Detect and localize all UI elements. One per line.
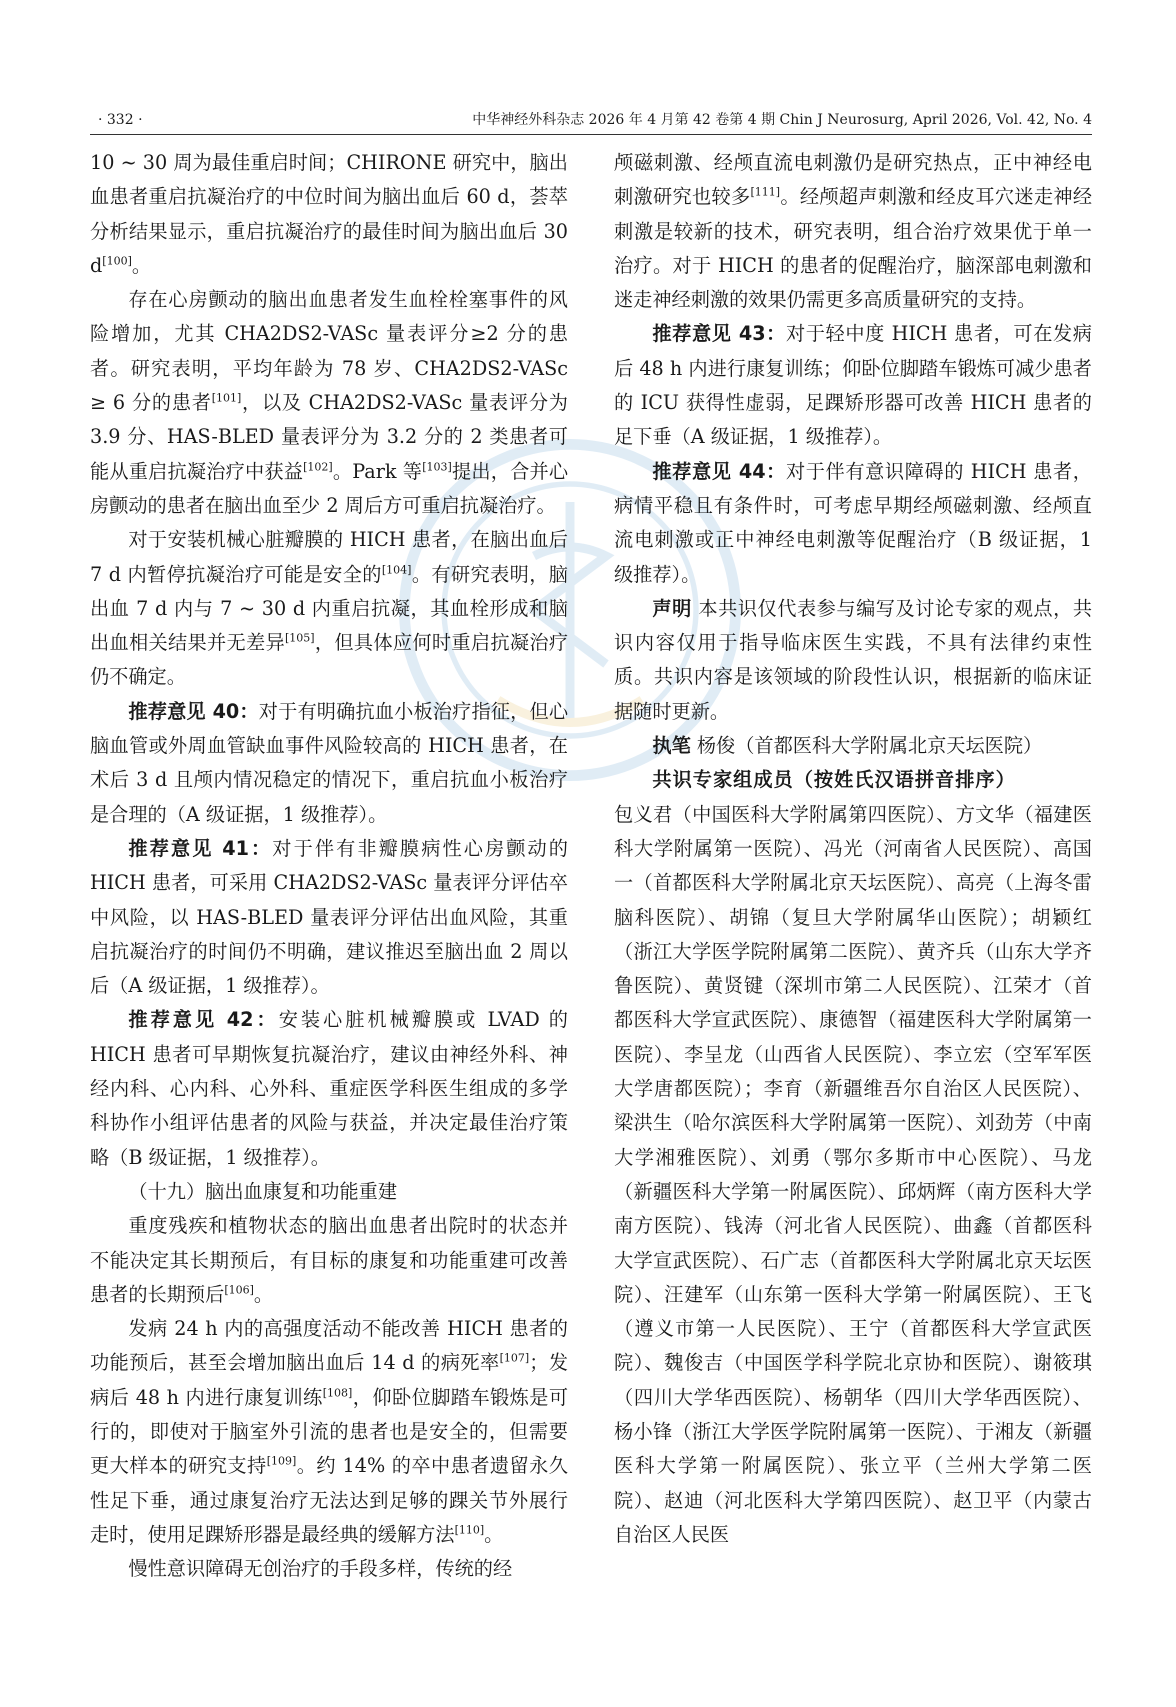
statement: 声明 本共识仅代表参与编写及讨论专家的观点，共识内容仅用于指导临床医生实践，不具有法律约束性质。共识内容是该领域的阶段性认识，根据新的临床证据随时更新。 (614, 596, 1093, 723)
paragraph: 重度残疾和植物状态的脑出血患者出院时的状态并不能决定其长期预后，有目标的康复和功能重建可改善患者的长期预后[106]。 (90, 1214, 568, 1306)
recommendation-43: 推荐意见 43：对于轻中度 HICH 患者，可在发病后 48 h 内进行康复训练；仰卧位脚踏车锻炼可减少患者的 ICU 获得性虚弱，足踝矫形器可改善 HICH 患者的足下垂（A 级证据，1 级推荐）。 (614, 322, 1092, 449)
recommendation-40: 推荐意见 40：对于有明确抗血小板治疗指征，但心脑血管或外周血管缺血事件风险较高的 HICH 患者，在术后 3 d 且颅内情况稳定的情况下，重启抗血小板治疗是合理的（A 级证据，1 级推荐）。 (90, 699, 569, 826)
page-number: · 332 · (98, 112, 143, 128)
paragraph: 10 ~ 30 周为最佳重启时间；CHIRONE 研究中，脑出血患者重启抗凝治疗的中位时间为脑出血后 60 d，荟萃分析结果显示，重启抗凝治疗的最佳时间为脑出血后 30 d[100]。 (90, 151, 568, 277)
recommendation-44: 推荐意见 44：对于伴有意识障碍的 HICH 患者，病情平稳且有条件时，可考虑早期经颅磁刺激、经颅直流电刺激或正中神经电刺激等促醒治疗（B 级证据，1 级推荐）。 (614, 459, 1092, 586)
header-rule (90, 134, 1092, 135)
author-note: 执笔 杨俊（首都医科大学附属北京天坛医院） (652, 734, 1043, 758)
paragraph: 慢性意识障碍无创治疗的手段多样，传统的经 (128, 1557, 513, 1581)
journal-info: 中华神经外科杂志 2026 年 4 月第 42 卷第 4 期 Chin J Neurosurg, April 2026, Vol. 42, No. 4 (472, 112, 1092, 128)
recommendation-42: 推荐意见 42：安装心脏机械瓣膜或 LVAD 的 HICH 患者可早期恢复抗凝治疗，建议由神经外科、神经内科、心内科、心外科、重症医学科医生组成的多学科协作小组评估患者的风险与获益，并决定最佳治疗策略（B 级证据，1 级推荐）。 (90, 1008, 568, 1169)
left-column (90, 146, 568, 1586)
recommendation-41: 推荐意见 41：对于伴有非瓣膜病性心房颤动的 HICH 患者，可采用 CHA2DS2-VASc 量表评分评估卒中风险，以 HAS-BLED 量表评分评估出血风险，其重启抗凝治疗的时间仍不明确，建议推迟至脑出血 2 周以后（A 级证据，1 级推荐）。 (90, 836, 568, 998)
expert-group-heading: 共识专家组成员（按姓氏汉语拼音排序） (652, 768, 1016, 792)
right-column (614, 146, 1092, 1552)
paragraph: 存在心房颤动的脑出血患者发生血栓栓塞事件的风险增加，尤其 CHA2DS2-VASc 量表评分≥2 分的患者。研究表明，平均年龄为 78 岁、CHA2DS2-VASc ≥ 6 分的患者[101]，以及 CHA2DS2-VASc 量表评分为 3.9 分、HAS-BLED 量表评分为 3.2 分的 2 类患者可能从重启抗凝治疗中获益[102]。Park 等[103]提出，合并心房颤动的患者在脑出血至少 2 周后方可重启抗凝治疗。 (90, 288, 569, 517)
expert-list: 包义君（中国医科大学附属第四医院）、方文华（福建医科大学附属第一医院）、冯光（河南省人民医院）、高国一（首都医科大学附属北京天坛医院）、高亮（上海冬雷脑科医院）、胡锦（复旦大学附属华山医院）；胡颖红（浙江大学医学院附属第二医院）、黄齐兵（山东大学齐鲁医院）、黄贤键（深圳市第二人民医院）、江荣才（首都医科大学宣武医院）、康德智（福建医科大学附属第一医院）、李呈龙（山西省人民医院）、李立宏（空军军医大学唐都医院）；李育（新疆维吾尔自治区人民医院）、梁洪生（哈尔滨医科大学附属第一医院）、刘劲芳（中南大学湘雅医院）、刘勇（鄂尔多斯市中心医院）、马龙（新疆医科大学第一附属医院）、邱炳辉（南方医科大学南方医院）、钱涛（河北省人民医院）、曲鑫（首都医科大学宣武医院）、石广志（首都医科大学附属北京天坛医院）、汪建军（山东第一医科大学第一附属医院）、王飞（遵义市第一人民医院）、王宁（首都医科大学宣武医院）、魏俊吉（中国医学科学院北京协和医院）、谢筱琪（四川大学华西医院）、杨朝华（四川大学华西医院）、杨小锋（浙江大学医学院附属第一医院）、于湘友（新疆医科大学第一附属医院）、张立平（兰州大学第二医院）、赵迪（河北医科大学第四医院）、赵卫平（内蒙古自治区人民医 (614, 802, 1092, 1546)
running-header (98, 108, 1092, 132)
paragraph: 发病 24 h 内的高强度活动不能改善 HICH 患者的功能预后，甚至会增加脑出血后 14 d 的病死率[107]；发病后 48 h 内进行康复训练[108]，仰卧位脚踏车锻炼是可行的，即使对于脑室外引流的患者也是安全的，但需要更大样本的研究支持[109]。约 14% 的卒中患者遗留永久性足下垂，通过康复治疗无法达到足够的踝关节外展行走时，使用足踝矫形器是最经典的缓解方法[110]。 (90, 1317, 569, 1546)
paragraph: 对于安装机械心脏瓣膜的 HICH 患者，在脑出血后 7 d 内暂停抗凝治疗可能是安全的[104]。有研究表明，脑出血 7 d 内与 7 ~ 30 d 内重启抗凝，其血栓形成和脑出血相关结果并无差异[105]，但具体应何时重启抗凝治疗仍不确定。 (90, 528, 569, 689)
section-heading: （十九）脑出血康复和功能重建 (128, 1179, 398, 1203)
paragraph: 颅磁刺激、经颅直流电刺激仍是研究热点，正中神经电刺激研究也较多[111]。经颅超声刺激和经皮耳穴迷走神经刺激是较新的技术，研究表明，组合治疗效果优于单一治疗。对于 HICH 的患者的促醒治疗，脑深部电刺激和迷走神经刺激的效果仍需更多高质量研究的支持。 (614, 151, 1093, 312)
